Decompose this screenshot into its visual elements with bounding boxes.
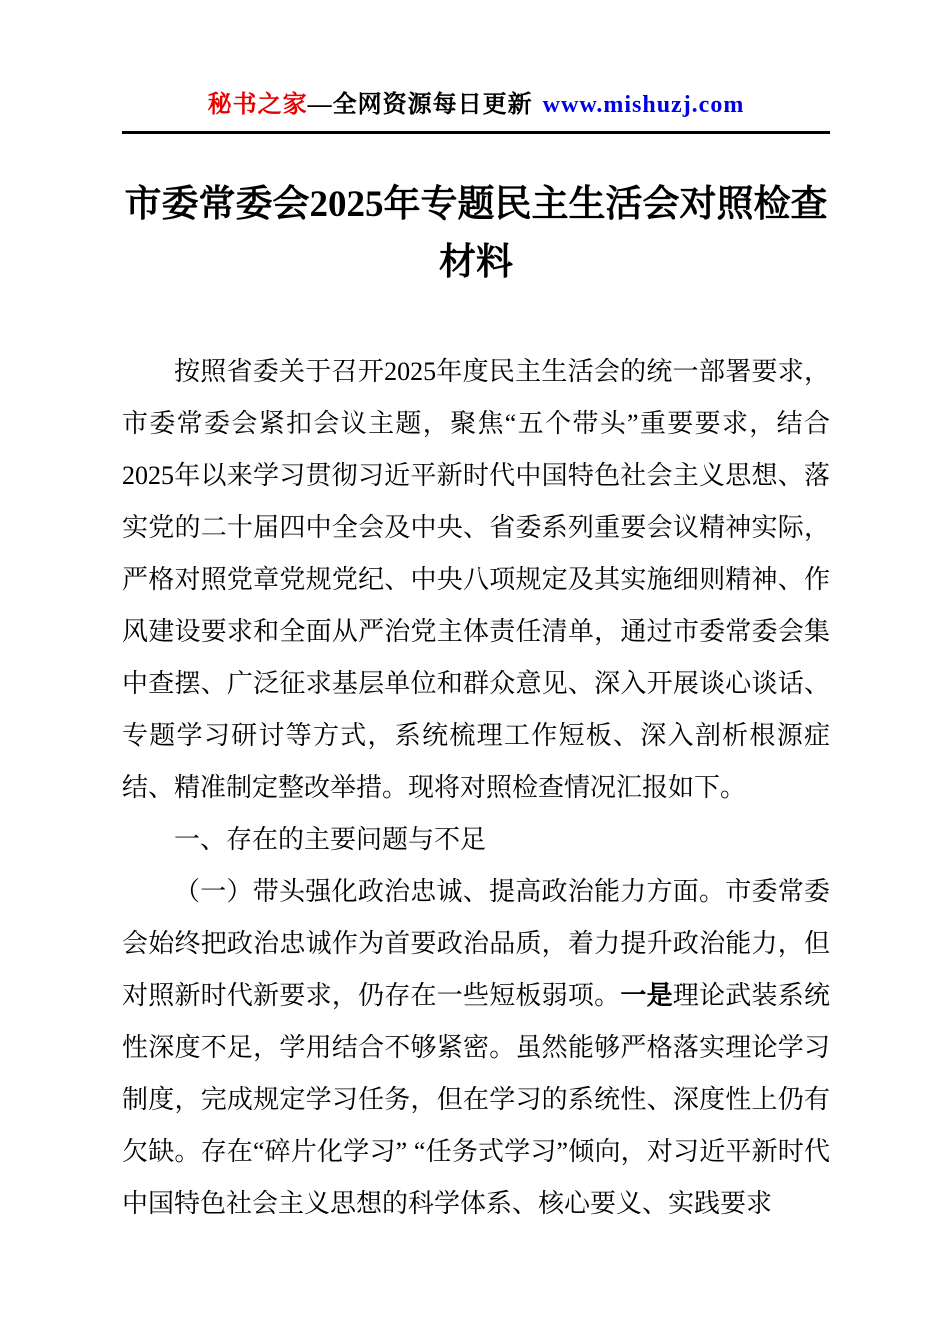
header-divider bbox=[122, 131, 830, 134]
paragraph bbox=[122, 346, 830, 814]
site-tagline: —全网资源每日更新 bbox=[307, 92, 533, 118]
paragraph bbox=[122, 814, 830, 866]
document-body bbox=[122, 346, 830, 1230]
site-name: 秘书之家 bbox=[207, 92, 308, 118]
text-segment: 理论武装系统性深度不足，学用结合不够紧密。虽然能够严格落实理论学习制度，完成规定学习任务，但在学习的系统性、深度性上仍有欠缺。存在“碎片化学习” “任务式学习”倾向，对习近平新时代中国特色社会主义思想的科学体系、核心要义、实践要求 bbox=[122, 981, 830, 1218]
text-segment: 一是 bbox=[620, 981, 673, 1010]
site-url-link[interactable]: www.mishuzj.com bbox=[542, 92, 745, 118]
site-header bbox=[122, 84, 830, 119]
paragraph bbox=[122, 866, 830, 1230]
text-segment: （一）带头强化政治忠诚、提高政治能力方面。市委常委会始终把政治忠诚作为首要政治品质，着力提升政治能力，但对照新时代新要求，仍存在一些短板弱项。 bbox=[122, 877, 830, 1010]
text-segment: 一、存在的主要问题与不足 bbox=[174, 825, 487, 854]
text-segment: 按照省委关于召开2025年度民主生活会的统一部署要求，市委常委会紧扣会议主题，聚焦“五个带头”重要要求，结合2025年以来学习贯彻习近平新时代中国特色社会主义思想、落实党的二十届四中全会及中央、省委系列重要会议精神实际，严格对照党章党规党纪、中央八项规定及其实施细则精神、作风建设要求和全面从严治党主体责任清单，通过市委常委会集中查摆、广泛征求基层单位和群众意见、深入开展谈心谈话、专题学习研讨等方式，系统梳理工作短板、深入剖析根源症结、精准制定整改举措。现将对照检查情况汇报如下。 bbox=[122, 357, 830, 802]
document-title: 市委常委会2025年专题民主生活会对照检查材料 bbox=[124, 184, 828, 283]
